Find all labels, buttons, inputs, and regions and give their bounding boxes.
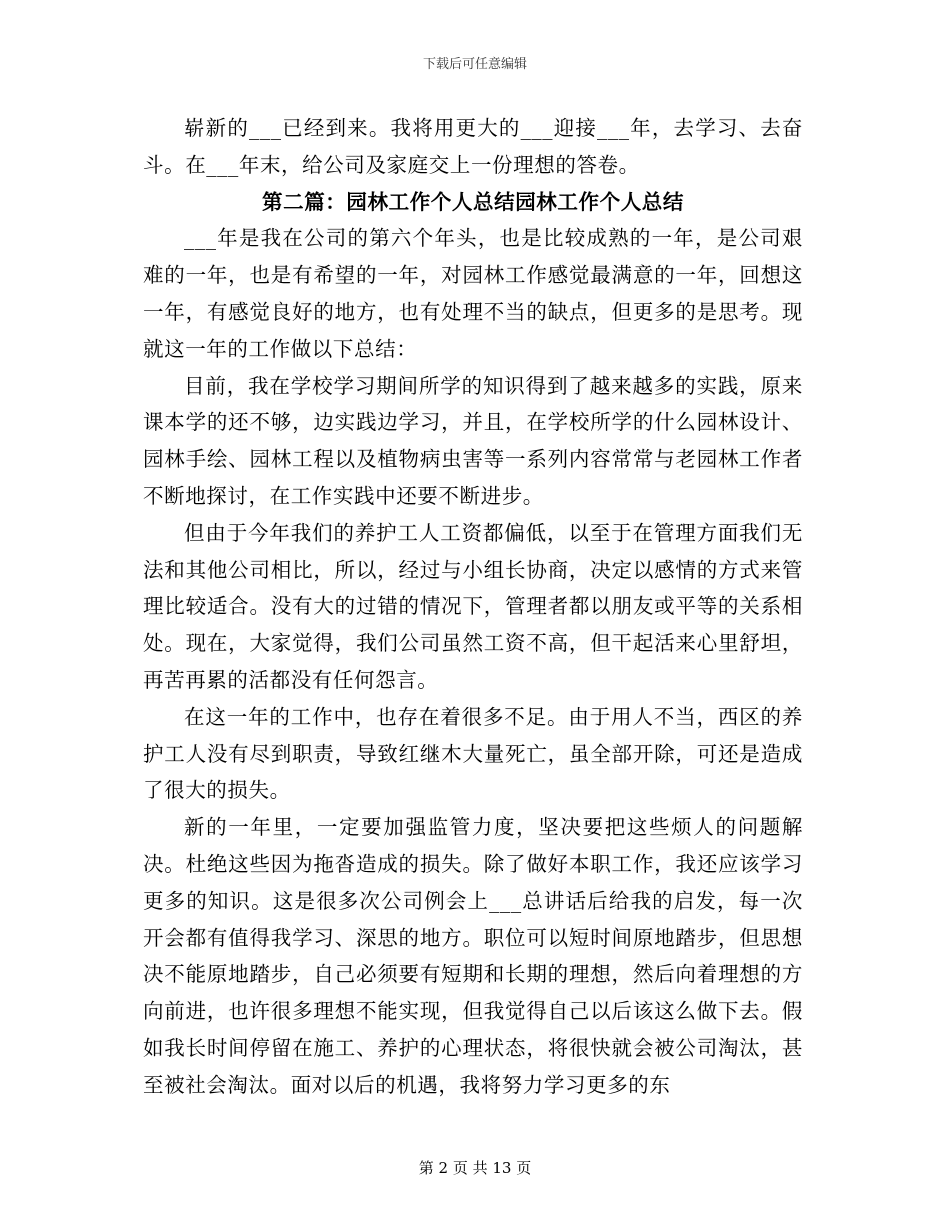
- intro-paragraph: 崭新的___已经到来。我将用更大的___迎接___年，去学习、去奋斗。在___年末，给公司及家庭交上一份理想的答卷。: [143, 116, 803, 177]
- body-paragraph: 目前，我在学校学习期间所学的知识得到了越来越多的实践，原来课本学的还不够，边实践边学习，并且，在学校所学的什么园林设计、园林手绘、园林工程以及植物病虫害等一系列内容常常与老园林工作者不断地探讨，在工作实践中还要不断进步。: [143, 373, 803, 508]
- document-body: [143, 110, 803, 1104]
- body-paragraph: 新的一年里，一定要加强监管力度，坚决要把这些烦人的问题解决。杜绝这些因为拖沓造成的损失。除了做好本职工作，我还应该学习更多的知识。这是很多次公司例会上___总讲话后给我的启发，每一次开会都有值得我学习、深思的地方。职位可以短时间原地踏步，但思想决不能原地踏步，自己必须要有短期和长期的理想，然后向着理想的方向前进，也许很多理想不能实现，但我觉得自己以后该这么做下去。假如我长时间停留在施工、养护的心理状态，将很快就会被公司淘汰，甚至被社会淘汰。面对以后的机遇，我将努力学习更多的东: [143, 815, 803, 1097]
- page-header-note: 下载后可任意编辑: [422, 57, 527, 72]
- body-paragraph: 但由于今年我们的养护工人工资都偏低，以至于在管理方面我们无法和其他公司相比，所以，经过与小组长协商，决定以感情的方式来管理比较适合。没有大的过错的情况下，管理者都以朋友或平等的关系相处。现在，大家觉得，我们公司虽然工资不高，但干起活来心里舒坦，再苦再累的活都没有任何怨言。: [143, 520, 803, 692]
- body-paragraph: ___年是我在公司的第六个年头，也是比较成熟的一年，是公司艰难的一年，也是有希望的一年，对园林工作感觉最满意的一年，回想这一年，有感觉良好的地方，也有处理不当的缺点，但更多的是思考。现就这一年的工作做以下总结：: [143, 226, 803, 361]
- body-paragraph: 在这一年的工作中，也存在着很多不足。由于用人不当，西区的养护工人没有尽到职责，导致红继木大量死亡，虽全部开除，可还是造成了很大的损失。: [143, 704, 803, 803]
- section-title: 第二篇：园林工作个人总结园林工作个人总结: [262, 189, 684, 214]
- page-number-footer: 第 2 页 共 13 页: [418, 1159, 532, 1177]
